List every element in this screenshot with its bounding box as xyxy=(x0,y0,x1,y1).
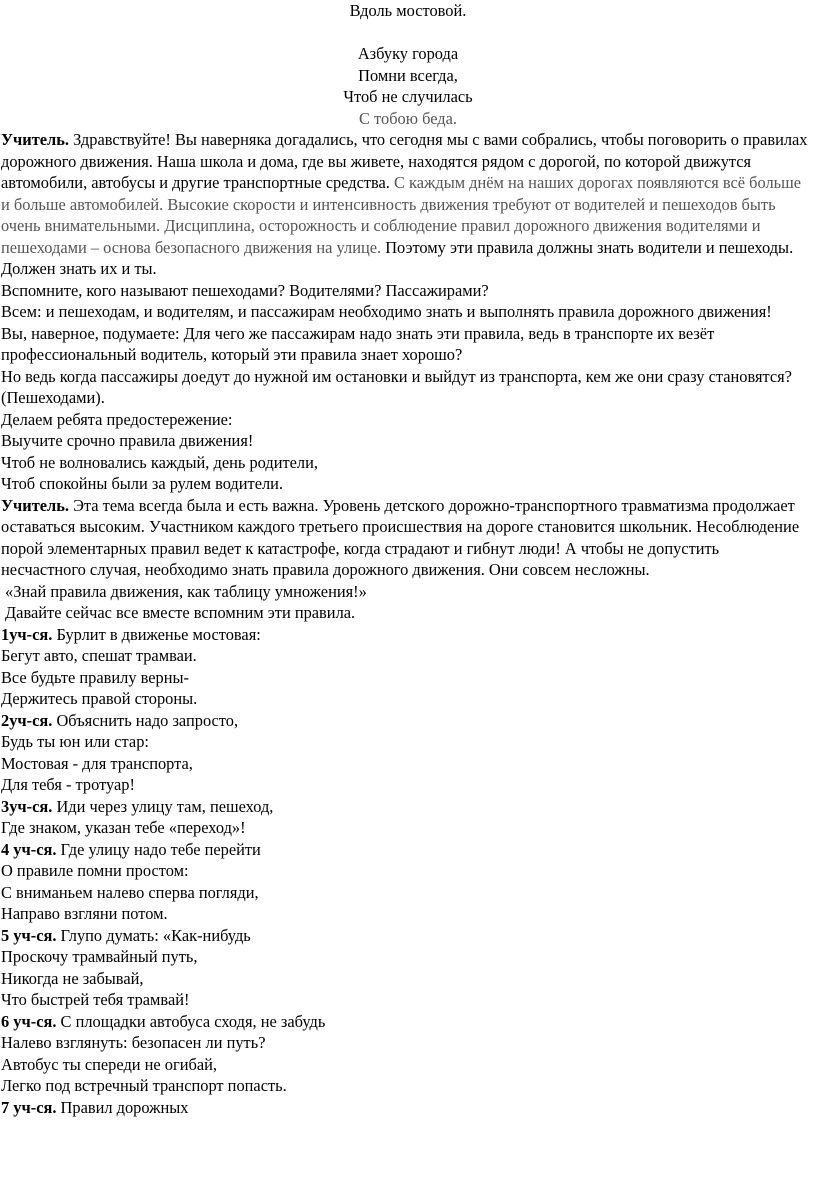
verse-line: Налево взглянуть: безопасен ли путь? xyxy=(1,1033,266,1052)
text-line: Давайте сейчас все вместе вспомним эти правила. xyxy=(5,603,356,622)
quote-line: «Знай правила движения, как таблицу умножения!» xyxy=(5,581,367,601)
blank-line xyxy=(0,22,816,44)
text-line: Делаем ребята предостережение: xyxy=(1,409,233,429)
text-line: Вы, наверное, подумаете: Для чего же пассажирам надо знать эти правила, ведь в транспорте их везёт профессиональный водитель, который эти правила знает хорошо? xyxy=(1,323,715,364)
verse-line: Где улицу надо тебе перейти xyxy=(56,839,261,859)
text-line: Но ведь когда пассажиры доедут до нужной им остановки и выйдут из транспорта, кем же они сразу становятся? (Пешеходами). xyxy=(1,366,792,407)
document-body xyxy=(0,129,816,1118)
verse-line: Выучите срочно правила движения! xyxy=(1,431,254,450)
student-label: 5 уч-ся. xyxy=(1,925,57,945)
student-label: 3уч-ся. xyxy=(1,796,53,816)
student-label: 2уч-ся. xyxy=(1,710,53,730)
student-7-verse xyxy=(1,1097,808,1119)
poem-line: Помни всегда, xyxy=(358,65,458,85)
verse-line: Где знаком, указан тебе «переход»! xyxy=(1,818,246,837)
paragraph-text: Поэтому эти правила должны знать водители и пешеходы. Должен знать их и ты. xyxy=(1,237,794,278)
title-block xyxy=(0,0,816,129)
student-label: 4 уч-ся. xyxy=(1,839,57,859)
verse-line: Проскочу трамвайный путь, xyxy=(1,947,198,966)
student-3-verse xyxy=(1,796,808,839)
teacher-paragraph xyxy=(1,495,808,581)
verse-line: Никогда не забывай, xyxy=(1,968,144,988)
verse-line: Держитесь правой стороны. xyxy=(1,689,198,708)
speaker-label: Учитель. xyxy=(1,495,70,515)
verse-line: Направо взгляни потом. xyxy=(1,904,168,923)
title-line: Вдоль мостовой. xyxy=(349,1,467,20)
verse-line: Будь ты юн или стар: xyxy=(1,732,149,751)
verse-line: Чтоб спокойны были за рулем водители. xyxy=(1,474,284,493)
text-line: Всем: и пешеходам, и водителям, и пассажирам необходимо знать и выполнять правила дорожного движения! xyxy=(1,302,772,321)
teacher-intro-paragraph xyxy=(1,129,808,280)
verse-line: Иди через улицу там, пешеход, xyxy=(52,796,274,816)
paragraph-text-gray: С каждым днём на наших дорогах появляются всё больше и больше автомобилей. Высокие скорости и интенсивность движения требуют от водителей и пешеходов быть очень внимательными. Дисциплина, осторожность и соблюдение правил дорожного движения водителями и пешеходами – основа безопасного движения на улице. xyxy=(1,173,802,257)
student-label: 7 уч-ся. xyxy=(1,1097,57,1117)
student-label: 6 уч-ся. xyxy=(1,1011,57,1031)
student-1-verse xyxy=(1,624,808,710)
paragraph-text: Эта тема всегда была и есть важна. Уровень детского дорожно-транспортного травматизма продолжает оставаться высоким. Участником каждого третьего происшествия на дороге становится школьник. Несоблюдение порой элементарных правил ведет к катастрофе, когда страдают и гибнут люди! А чтобы не допустить несчастного случая, необходимо знать правила дорожного движения. Они совсем несложны. xyxy=(1,495,800,579)
student-label: 1уч-ся. xyxy=(1,624,53,644)
student-2-verse xyxy=(1,710,808,796)
poem-line: Азбуку города xyxy=(357,44,459,63)
verse-line: Бегут авто, спешат трамваи. xyxy=(1,646,197,665)
poem-line: С тобою беда. xyxy=(359,108,457,128)
verse-line: С вниманьем налево сперва погляди, xyxy=(1,882,259,902)
student-4-verse xyxy=(1,839,808,925)
verse-line: Правил дорожных xyxy=(56,1097,189,1117)
verse-line: С площадки автобуса сходя, не забудь xyxy=(56,1011,326,1031)
verse-line: Что быстрей тебя трамвай! xyxy=(1,990,190,1009)
verse-line: Чтоб не волновались каждый, день родители, xyxy=(1,452,318,472)
verse-line: Глупо думать: «Как-нибудь xyxy=(56,925,251,945)
poem-line: Чтоб не случилась xyxy=(343,87,473,106)
verse-line: Мостовая - для транспорта, xyxy=(1,753,193,773)
verse-line: Бурлит в движенье мостовая: xyxy=(52,624,261,644)
student-5-verse xyxy=(1,925,808,1011)
verse-line: Для тебя - тротуар! xyxy=(1,775,135,794)
paragraph-text: Здравствуйте! Вы наверняка догадались, что сегодня мы с вами собрались, чтобы поговорить о правилах дорожного движения. Наша школа и дома, где вы живете, находятся рядом с дорогой, по которой движутся автомобили, автобусы и другие транспортные средства. xyxy=(1,130,808,192)
verse-line: Все будьте правилу верны- xyxy=(1,667,189,687)
verse-line: Автобус ты спереди не огибай, xyxy=(1,1054,217,1074)
student-6-verse xyxy=(1,1011,808,1097)
speaker-label: Учитель. xyxy=(1,130,70,149)
verse-line: Объяснить надо запросто, xyxy=(52,710,239,730)
verse-line: О правиле помни простом: xyxy=(1,861,189,880)
verse-line: Легко под встречный транспорт попасть. xyxy=(1,1076,287,1095)
text-line: Вспомните, кого называют пешеходами? Водителями? Пассажирами? xyxy=(1,280,489,300)
